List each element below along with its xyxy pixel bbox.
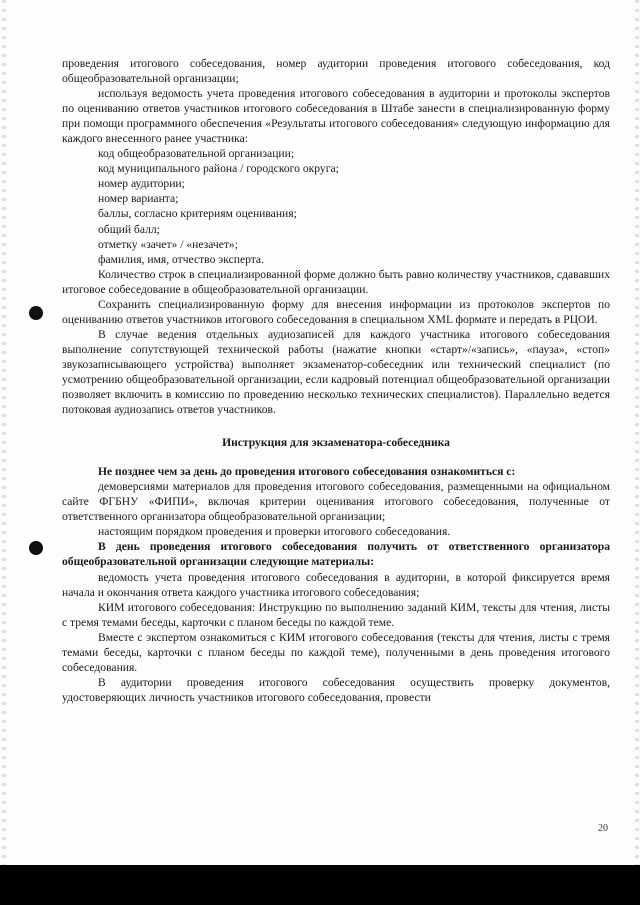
paragraph: В аудитории проведения итогового собеседования осуществить проверку документов, удостоверяющих личность участников итогового собеседования, провести (62, 675, 610, 704)
paragraph: ведомость учета проведения итогового собеседования в аудитории, в которой фиксируется время начала и окончания ответа каждого участника итогового собеседования; (62, 570, 610, 599)
scan-edge-right (635, 0, 639, 865)
list-item: фамилия, имя, отчество эксперта. (98, 252, 264, 266)
list-item: отметку «зачет» / «незачет»; (98, 237, 238, 251)
section-heading: В день проведения итогового собеседования получить от ответственного организатора общеобразовательной организации следующие материалы: (62, 540, 610, 569)
paragraph: Вместе с экспертом ознакомиться с КИМ итогового собеседования (тексты для чтения, листы с тремя темами беседы, карточки с планом беседы по каждой теме), полученными в день проведения итогового собеседования. (62, 630, 610, 674)
paragraph: используя ведомость учета проведения итогового собеседования в аудитории и протоколы экспертов по оцениванию ответов участников итогового собеседования в Штабе занести в специализированную форму при помощи программного обеспечения «Результаты итогового собеседования» следующую информацию для каждого внесенного ранее участника: (62, 87, 610, 146)
scan-edge-left (2, 0, 6, 865)
bottom-black-bar (0, 865, 640, 905)
list-item: номер варианта; (98, 192, 179, 206)
section-heading: Не позднее чем за день до проведения итогового собеседования ознакомиться с: (98, 465, 516, 479)
list-item: общий балл; (98, 222, 160, 236)
list-item: код общеобразовательной организации; (98, 147, 295, 161)
paragraph: В случае ведения отдельных аудиозаписей для каждого участника итогового собеседования выполнение сопутствующей технической работы (нажатие кнопки «старт»/«запись», «пауза», «стоп» звукозаписывающего устройства) выполняет экзаменатор-собеседник или технический специалист (по усмотрению общеобразовательной организации, если кадровый потенциал общеобразовательной организации позволяет включить в комиссию по проведению несколько технических специалистов). Параллельно ведется потоковая аудиозапись ответов участников. (62, 327, 610, 417)
punch-hole (29, 306, 43, 320)
paragraph: проведения итогового собеседования, номер аудитории проведения итогового собеседования, код общеобразовательной организации; (62, 57, 610, 86)
paragraph: демоверсиями материалов для проведения итогового собеседования, размещенными на официальном сайте ФГБНУ «ФИПИ», включая критерии оценивания итогового собеседования, полученные от ответственного организатора общеобразовательной организации; (62, 480, 610, 524)
section-title: Инструкция для экзаменатора-собеседника (222, 436, 450, 450)
paragraph: КИМ итогового собеседования: Инструкцию по выполнению заданий КИМ, тексты для чтения, листы с тремя темами беседы, карточки с планом беседы по каждой теме. (62, 600, 610, 629)
document-body (62, 56, 610, 705)
paragraph: Сохранить специализированную форму для внесения информации из протоколов экспертов по оцениванию ответов участников итогового собеседования в специальном XML формате и передать в РЦОИ. (62, 297, 610, 326)
punch-hole (29, 541, 43, 555)
paragraph: настоящим порядком проведения и проверки итогового собеседования. (98, 525, 451, 539)
list-item: код муниципального района / городского округа; (98, 162, 339, 176)
paragraph: Количество строк в специализированной форме должно быть равно количеству участников, сдававших итоговое собеседование в общеобразовательной организации. (62, 267, 610, 296)
list-item: номер аудитории; (98, 177, 185, 191)
list-item: баллы, согласно критериям оценивания; (98, 207, 297, 221)
page-number: 20 (598, 823, 608, 834)
